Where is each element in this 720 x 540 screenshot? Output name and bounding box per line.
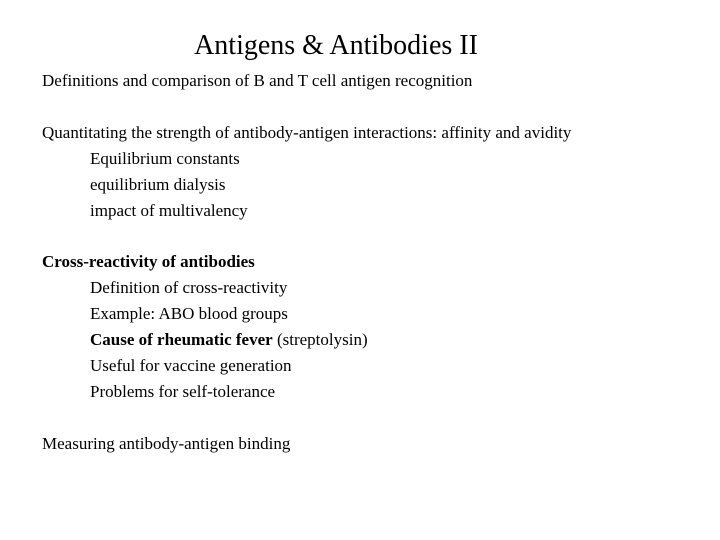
list-item: impact of multivalency [90, 201, 248, 220]
list-item: Definition of cross-reactivity [90, 278, 288, 297]
section-heading-definitions: Definitions and comparison of B and T cell antigen recognition [42, 71, 473, 90]
section-heading-cross-reactivity: Cross-reactivity of antibodies [42, 252, 255, 271]
list-item: Useful for vaccine generation [90, 356, 292, 375]
section-heading-measuring: Measuring antibody-antigen binding [42, 434, 291, 453]
list-item: equilibrium dialysis [90, 175, 226, 194]
list-item: Equilibrium constants [90, 149, 240, 168]
list-item-rheumatic-fever [90, 329, 368, 351]
list-item: Example: ABO blood groups [90, 304, 288, 323]
section-heading-quantitating: Quantitating the strength of antibody-antigen interactions: affinity and avidity [42, 123, 572, 142]
slide-title: Antigens & Antibodies II [194, 30, 478, 61]
list-item: Problems for self-tolerance [90, 382, 276, 401]
streptolysin-text: (streptolysin) [276, 330, 368, 349]
rheumatic-fever-text: Cause of rheumatic fever [90, 330, 273, 349]
